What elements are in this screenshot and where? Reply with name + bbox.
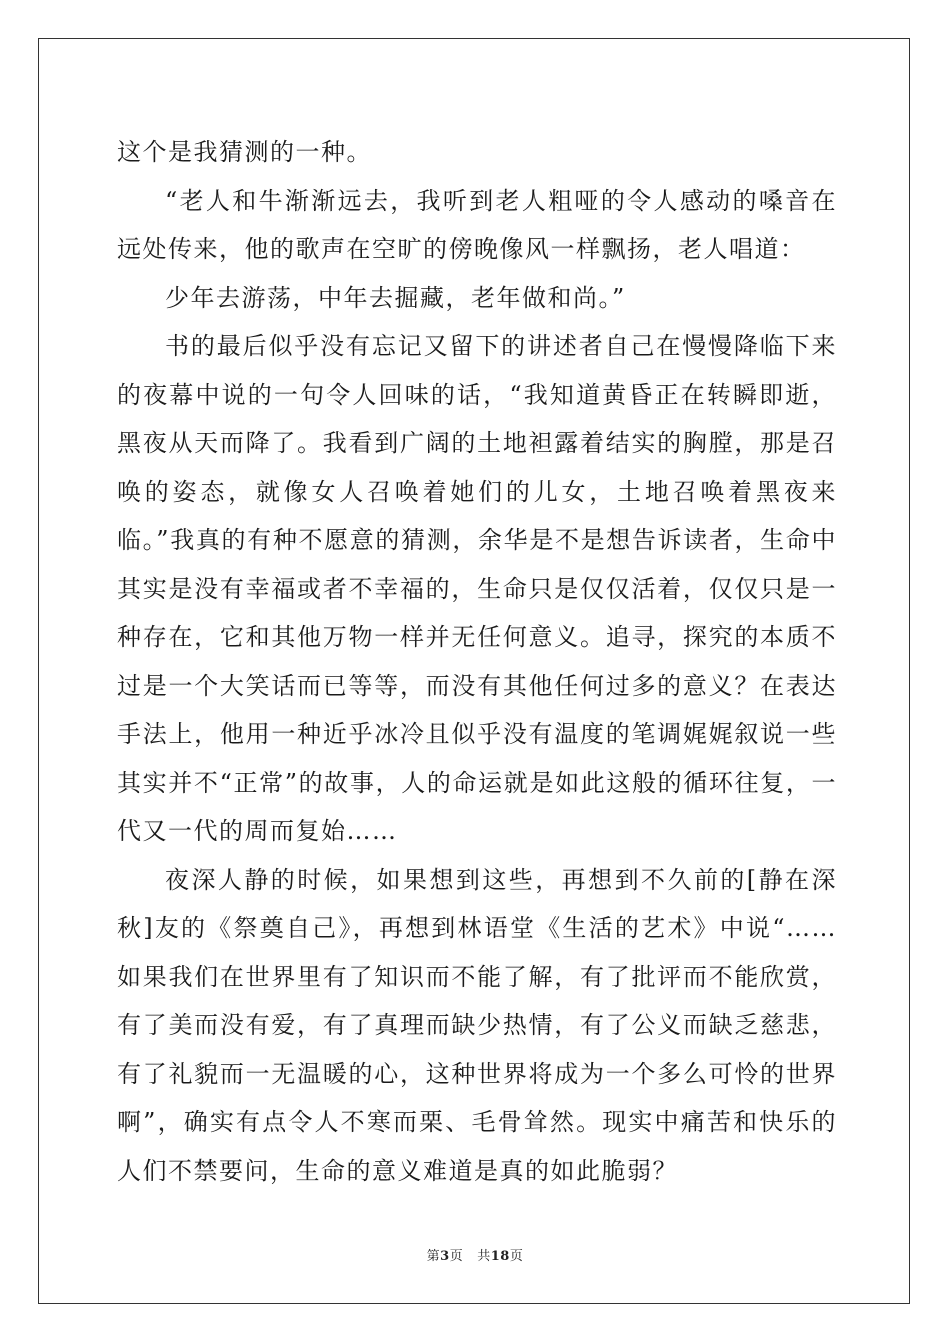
total-pages-number: 18	[490, 1249, 510, 1264]
page-footer	[0, 1249, 950, 1265]
paragraph: 这个是我猜测的一种。	[117, 138, 372, 166]
paragraph: “老人和牛渐渐远去，我听到老人粗哑的令人感动的嗓音在远处传来，他的歌声在空旷的傍晚像风一样飘扬，老人唱道：	[117, 186, 837, 263]
current-page-number: 3	[440, 1249, 450, 1264]
total-label-suffix: 页	[509, 1249, 524, 1264]
paragraph: 少年去游荡，中年去掘藏，老年做和尚。”	[165, 283, 626, 312]
paragraph: 书的最后似乎没有忘记又留下的讲述者自己在慢慢降临下来的夜幕中说的一句令人回味的话，“我知道黄昏正在转瞬即逝，黑夜从天而降了。我看到广阔的土地袒露着结实的胸膛，那是召唤的姿态，就像女人召唤着她们的儿女，土地召唤着黑夜来临。”我真的有种不愿意的猜测，余华是不是想告诉读者，生命中其实是没有幸福或者不幸福的，生命只是仅仅活着，仅仅只是一种存在，它和其他万物一样并无任何意义。追寻，探究的本质不过是一个大笑话而已等等，而没有其他任何过多的意义？在表达手法上，他用一种近乎冰冷且似乎没有温度的笔调娓娓叙说一些其实并不“正常”的故事，人的命运就是如此这般的循环往复，一代又一代的周而复始……	[117, 332, 837, 845]
paragraph: 夜深人静的时候，如果想到这些，再想到不久前的[静在深秋]友的《祭奠自己》，再想到林语堂《生活的艺术》中说“……如果我们在世界里有了知识而不能了解，有了批评而不能欣赏，有了美而没有爱，有了真理而缺少热情，有了公义而缺乏慈悲，有了礼貌而一无温暖的心，这种世界将成为一个多么可怜的世界啊”，确实有点令人不寒而栗、毛骨耸然。现实中痛苦和快乐的人们不禁要问，生命的意义难道是真的如此脆弱？	[117, 865, 837, 1185]
page-label-suffix: 页	[449, 1249, 464, 1264]
page-label-prefix: 第	[426, 1249, 441, 1264]
total-label-prefix: 共	[477, 1249, 491, 1264]
document-body	[117, 128, 837, 1195]
